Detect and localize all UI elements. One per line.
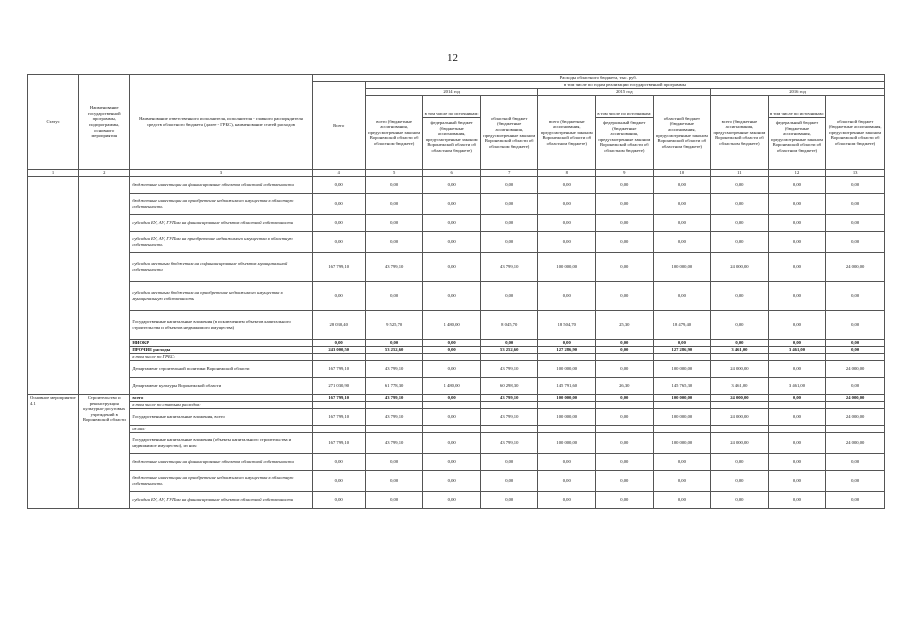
row-value <box>480 426 538 433</box>
header-col-all-2016: всего (бюджетные ассигнования, предусмотренные законом Воронежской области об областном бюджете) <box>711 96 769 170</box>
row-value: 0,00 <box>711 177 769 194</box>
row-value: 271 030,90 <box>312 378 365 395</box>
row-value: 43 799,10 <box>480 361 538 378</box>
row-label: субсидии местным бюджетам на софинансирование объектов муниципальной собственности <box>130 253 312 282</box>
header-year-2015: 2015 год <box>538 89 711 96</box>
row-value: 0,00 <box>711 454 769 471</box>
row-label: субсидии БУ, АУ, ГУПам на финансирование объектов областной собственности <box>130 492 312 509</box>
header-col-all-2015: всего (бюджетные ассигнования, предусмотренные законом Воронежской области об областном бюджете) <box>538 96 596 170</box>
column-number: 8 <box>538 170 596 177</box>
row-value: 0,00 <box>768 433 826 454</box>
row-value: 100 000,00 <box>538 395 596 402</box>
row-value: 3 461,00 <box>711 378 769 395</box>
row-label: ПРОЧИЕ расходы <box>130 347 312 354</box>
row-label: из них: <box>130 426 312 433</box>
row-label: субсидии местным бюджетам на приобретение недвижимого имущества в муниципальную собственность <box>130 282 312 311</box>
header-sources-2014: в том числе по источникам: <box>424 111 479 117</box>
row-value: 0,00 <box>768 409 826 426</box>
table-row <box>28 361 885 378</box>
row-value: 0,00 <box>312 492 365 509</box>
table-row <box>28 395 885 402</box>
row-value: 8 045,70 <box>480 311 538 340</box>
row-value: 0,00 <box>826 471 885 492</box>
row-value: 0,00 <box>480 340 538 347</box>
row-value: 0,00 <box>826 232 885 253</box>
row-value: 243 000,50 <box>312 347 365 354</box>
row-value <box>312 426 365 433</box>
row-value: 43 799,10 <box>480 409 538 426</box>
row-value: 43 799,10 <box>365 395 423 402</box>
header-executor: Наименование ответственного исполнителя, исполнителя - главного распорядителя средств областного бюджета (далее - ГРБС), наименование статей расходов <box>130 75 312 170</box>
row-value: 0,00 <box>653 194 711 215</box>
row-value: 0,00 <box>538 215 596 232</box>
row-value <box>365 426 423 433</box>
row-value: 24 000,00 <box>711 361 769 378</box>
row-value: 0,00 <box>423 433 481 454</box>
row-value: 24 000,00 <box>711 433 769 454</box>
row-value: 0,00 <box>480 177 538 194</box>
row-value <box>596 402 654 409</box>
row-value: 24 000,00 <box>826 433 885 454</box>
row-value: 0,00 <box>538 232 596 253</box>
row-value: 145 765,30 <box>653 378 711 395</box>
row-value <box>826 354 885 361</box>
row-value <box>653 402 711 409</box>
row-label: Государственные капитальные вложения (в исключением объектов капитального строительства и объектов недвижимого имущества) <box>130 311 312 340</box>
row-label: бюджетные инвестиции на финансирование объектов областной собственности <box>130 454 312 471</box>
row-value: 1 480,00 <box>423 311 481 340</box>
row-value: 24 000,00 <box>711 395 769 402</box>
row-value: 0,00 <box>826 194 885 215</box>
row-value: 0,00 <box>596 454 654 471</box>
table-row <box>28 471 885 492</box>
row-value: 60 298,30 <box>480 378 538 395</box>
row-value: 0,00 <box>596 395 654 402</box>
header-sources-2015: в том числе по источникам: <box>597 111 652 117</box>
row-value: 0,00 <box>596 177 654 194</box>
table-row <box>28 378 885 395</box>
row-value: 0,00 <box>480 454 538 471</box>
row-value: 0,00 <box>653 282 711 311</box>
row-label: в том числе по статьям расходов: <box>130 402 312 409</box>
row-value: 0,00 <box>826 340 885 347</box>
row-value: 0,00 <box>711 492 769 509</box>
row-value: 0,00 <box>312 454 365 471</box>
row-value <box>596 354 654 361</box>
row-value: 0,00 <box>423 347 481 354</box>
header-federal-label: федеральный бюджет (бюджетные ассигнования, предусмотренные законом Воронежской области об областном бюджете) <box>425 120 478 153</box>
row-value: 0,00 <box>480 471 538 492</box>
table-row <box>28 433 885 454</box>
column-number: 2 <box>79 170 130 177</box>
row-value: 0,00 <box>826 282 885 311</box>
row-value: 43 799,10 <box>480 433 538 454</box>
header-col-federal-2016 <box>768 96 826 170</box>
column-number: 10 <box>653 170 711 177</box>
row-value: 0,00 <box>768 340 826 347</box>
row-value: 167 799,10 <box>312 433 365 454</box>
row-value: 100 000,00 <box>538 361 596 378</box>
header-year-2014: 2014 год <box>365 89 538 96</box>
row-value: 0,00 <box>312 194 365 215</box>
row-value <box>538 426 596 433</box>
row-value: 0,00 <box>596 433 654 454</box>
table-row <box>28 215 885 232</box>
row-value: 0,00 <box>653 177 711 194</box>
table-row <box>28 232 885 253</box>
row-value: 0,00 <box>480 194 538 215</box>
row-value: 0,00 <box>423 282 481 311</box>
row-value: 0,00 <box>423 194 481 215</box>
row-value: 100 000,00 <box>538 409 596 426</box>
row-value: 0,00 <box>423 361 481 378</box>
row-value: 24 000,00 <box>711 409 769 426</box>
row-value: 43 799,10 <box>480 395 538 402</box>
row-value: 0,00 <box>768 282 826 311</box>
row-value: 0,00 <box>423 232 481 253</box>
row-value: 0,00 <box>538 340 596 347</box>
row-value: 0,00 <box>596 282 654 311</box>
row-value: 24 000,00 <box>826 409 885 426</box>
row-value: 0,00 <box>711 311 769 340</box>
row-value <box>423 402 481 409</box>
row-value: 25,30 <box>596 311 654 340</box>
row-value: 28 030,40 <box>312 311 365 340</box>
header-status: Статус <box>28 75 79 170</box>
row-value: 0,00 <box>538 471 596 492</box>
column-number: 7 <box>480 170 538 177</box>
row-value <box>768 402 826 409</box>
row-value: 0,00 <box>826 454 885 471</box>
row-value: 0,00 <box>538 282 596 311</box>
row-value: 3 461,00 <box>711 347 769 354</box>
row-value: 24 000,00 <box>826 361 885 378</box>
row-value: 43 799,10 <box>365 409 423 426</box>
row-value: 0,00 <box>365 340 423 347</box>
column-number: 9 <box>596 170 654 177</box>
column-number: 11 <box>711 170 769 177</box>
column-numbers-row <box>28 170 885 177</box>
table-row <box>28 354 885 361</box>
table-row <box>28 347 885 354</box>
row-label: в том числе по ГРБС: <box>130 354 312 361</box>
row-value: 0,00 <box>423 409 481 426</box>
row-value: 0,00 <box>596 409 654 426</box>
row-value <box>826 402 885 409</box>
row-value: 0,00 <box>768 215 826 232</box>
row-value <box>768 354 826 361</box>
row-value: 0,00 <box>596 194 654 215</box>
row-value: 3 461,00 <box>768 347 826 354</box>
row-value: 0,00 <box>365 282 423 311</box>
row-value: 100 000,00 <box>653 433 711 454</box>
row-value: 127 286,90 <box>653 347 711 354</box>
row-value <box>480 402 538 409</box>
row-value: 0,00 <box>423 395 481 402</box>
row-value: 24 000,00 <box>711 253 769 282</box>
row-value: 0,00 <box>423 177 481 194</box>
row-value: 0,00 <box>711 194 769 215</box>
row-value <box>826 426 885 433</box>
row-value: 0,00 <box>538 177 596 194</box>
row-value: 0,00 <box>480 215 538 232</box>
row-value: 145 791,60 <box>538 378 596 395</box>
header-col-regional-2015: областной бюджет (бюджетные ассигнования, предусмотренные законом Воронежской области об областном бюджете) <box>653 96 711 170</box>
row-value: 0,00 <box>538 454 596 471</box>
row-value: 0,00 <box>538 194 596 215</box>
row-value <box>312 402 365 409</box>
row-value: 167 799,10 <box>312 395 365 402</box>
row-label: бюджетные инвестиции на приобретение недвижимого имущества в областную собственность <box>130 471 312 492</box>
row-value: 0,00 <box>596 215 654 232</box>
header-year-2016: 2016 год <box>711 89 885 96</box>
row-value: 0,00 <box>365 454 423 471</box>
row-value: 61 778,30 <box>365 378 423 395</box>
row-value <box>538 402 596 409</box>
row-value: 18 504,70 <box>538 311 596 340</box>
row-label: бюджетные инвестиции на финансирование объектов областной собственности <box>130 177 312 194</box>
row-value: 0,00 <box>826 347 885 354</box>
header-federal-label: федеральный бюджет (бюджетные ассигнования, предусмотренные законом Воронежской области об областном бюджете) <box>771 120 823 153</box>
row-value: 0,00 <box>365 492 423 509</box>
row-label: всего <box>130 395 312 402</box>
row-value: 0,00 <box>768 232 826 253</box>
row-value: 0,00 <box>596 340 654 347</box>
row-value: 0,00 <box>480 492 538 509</box>
row-value <box>312 354 365 361</box>
row-value: 100 000,00 <box>653 253 711 282</box>
row-value: 0,00 <box>480 232 538 253</box>
table-row <box>28 311 885 340</box>
row-value: 167 799,10 <box>312 253 365 282</box>
section-name: Строительство и реконструкция культурно-досуговых учреждений в Воронежской области <box>79 395 130 509</box>
row-value: 0,00 <box>653 471 711 492</box>
row-value <box>711 426 769 433</box>
row-value: 0,00 <box>768 454 826 471</box>
row-value: 0,00 <box>365 177 423 194</box>
header-col-all-2014: всего (бюджетные ассигнования, предусмотренные законом Воронежской области об областном бюджете) <box>365 96 423 170</box>
row-value: 43 799,10 <box>365 433 423 454</box>
row-value <box>711 402 769 409</box>
row-value: 0,00 <box>826 215 885 232</box>
row-value: 0,00 <box>711 340 769 347</box>
row-value: 0,00 <box>653 340 711 347</box>
row-value: 18 479,40 <box>653 311 711 340</box>
row-value: 100 000,00 <box>653 395 711 402</box>
header-total: Всего <box>312 82 365 170</box>
header-expenses-title: Расходы областного бюджета, тыс. руб. <box>312 75 884 82</box>
row-value: 0,00 <box>711 215 769 232</box>
column-number: 5 <box>365 170 423 177</box>
header-col-federal-2014 <box>423 96 481 170</box>
row-value: 0,00 <box>365 194 423 215</box>
row-value: 0,00 <box>538 492 596 509</box>
row-value: 0,00 <box>423 340 481 347</box>
column-number: 3 <box>130 170 312 177</box>
row-value <box>768 426 826 433</box>
row-value: 43 799,10 <box>365 361 423 378</box>
row-value: 0,00 <box>826 311 885 340</box>
row-value: 0,00 <box>480 282 538 311</box>
row-value: 0,00 <box>826 378 885 395</box>
row-value: 0,00 <box>768 311 826 340</box>
row-value: 0,00 <box>596 471 654 492</box>
table-row <box>28 177 885 194</box>
row-value: 24 000,00 <box>826 253 885 282</box>
row-value: 0,00 <box>768 395 826 402</box>
row-label: Государственные капитальные вложения (объекты капитального строительства и недвижимое имущество), из них: <box>130 433 312 454</box>
row-value: 0,00 <box>365 215 423 232</box>
header-col-federal-2015 <box>596 96 654 170</box>
row-value: 0,00 <box>423 454 481 471</box>
header-col-regional-2014: областной бюджет (бюджетные ассигнования, предусмотренные законом Воронежской области об областном бюджете) <box>480 96 538 170</box>
row-value <box>365 354 423 361</box>
row-value: 3 461,00 <box>768 378 826 395</box>
row-value: 0,00 <box>365 232 423 253</box>
header-program-name: Наименование государственной программы, подпрограммы, основного мероприятия <box>79 75 130 170</box>
row-value: 0,00 <box>596 492 654 509</box>
row-value: 43 799,10 <box>480 253 538 282</box>
section-status: Основное мероприятие 4.1 <box>28 395 79 509</box>
column-number: 13 <box>826 170 885 177</box>
table-row <box>28 402 885 409</box>
header-implementation: в том числе по годам реализации государственной программы <box>365 82 884 89</box>
row-value: 100 000,00 <box>538 433 596 454</box>
row-value: 53 252,60 <box>480 347 538 354</box>
page-number: 12 <box>447 52 458 64</box>
header-federal-label: федеральный бюджет (бюджетные ассигнования, предусмотренные законом Воронежской области об областном бюджете) <box>598 120 651 153</box>
row-value: 0,00 <box>653 232 711 253</box>
row-value: 0,00 <box>312 282 365 311</box>
row-value: 0,00 <box>768 177 826 194</box>
row-value: 0,00 <box>768 471 826 492</box>
row-value: 0,00 <box>768 361 826 378</box>
row-label: субсидии БУ, АУ, ГУПам на финансирование объектов областной собственности <box>130 215 312 232</box>
row-value: 0,00 <box>826 177 885 194</box>
row-value: 0,00 <box>312 340 365 347</box>
row-label: Государственные капитальные вложения, всего <box>130 409 312 426</box>
row-value: 53 252,60 <box>365 347 423 354</box>
row-value: 0,00 <box>423 492 481 509</box>
row-value <box>653 426 711 433</box>
row-label: Департамент строительной политики Воронежской области <box>130 361 312 378</box>
row-value: 0,00 <box>653 215 711 232</box>
row-value <box>653 354 711 361</box>
row-value: 0,00 <box>423 215 481 232</box>
column-number: 1 <box>28 170 79 177</box>
column-number: 6 <box>423 170 481 177</box>
table-row <box>28 426 885 433</box>
table-row <box>28 454 885 471</box>
row-value: 0,00 <box>312 177 365 194</box>
row-value: 0,00 <box>596 347 654 354</box>
row-value: 0,00 <box>596 253 654 282</box>
row-label: субсидии БУ, АУ, ГУПам на приобретение недвижимого имущества в областную собственность <box>130 232 312 253</box>
row-value: 0,00 <box>423 253 481 282</box>
table-row <box>28 282 885 311</box>
row-value: 127 286,90 <box>538 347 596 354</box>
row-value: 26,30 <box>596 378 654 395</box>
row-value: 0,00 <box>365 471 423 492</box>
row-value: 0,00 <box>653 454 711 471</box>
table-row <box>28 253 885 282</box>
row-value: 0,00 <box>711 232 769 253</box>
row-value: 0,00 <box>312 471 365 492</box>
row-value: 0,00 <box>768 194 826 215</box>
row-value: 0,00 <box>768 492 826 509</box>
row-value: 100 000,00 <box>653 409 711 426</box>
column-number: 12 <box>768 170 826 177</box>
table-row <box>28 492 885 509</box>
row-label: Департамент культуры Воронежской области <box>130 378 312 395</box>
column-number: 4 <box>312 170 365 177</box>
row-value <box>596 426 654 433</box>
row-value: 100 000,00 <box>538 253 596 282</box>
budget-table <box>27 74 885 509</box>
row-value: 43 799,10 <box>365 253 423 282</box>
row-value <box>538 354 596 361</box>
table-row <box>28 340 885 347</box>
row-label: бюджетные инвестиции на приобретение недвижимого имущества в областную собственность <box>130 194 312 215</box>
table-row <box>28 409 885 426</box>
status-cell-empty <box>28 177 79 395</box>
row-value: 0,00 <box>653 492 711 509</box>
row-label: НИОКР <box>130 340 312 347</box>
row-value: 0,00 <box>711 471 769 492</box>
row-value: 24 000,00 <box>826 395 885 402</box>
row-value: 9 525,70 <box>365 311 423 340</box>
row-value: 0,00 <box>312 215 365 232</box>
row-value: 167 799,10 <box>312 409 365 426</box>
header-col-regional-2016: областной бюджет (бюджетные ассигнования, предусмотренные законом Воронежской области об областном бюджете) <box>826 96 885 170</box>
row-value: 0,00 <box>312 232 365 253</box>
header-sources-2016: в том числе по источникам: <box>769 111 824 117</box>
row-value: 100 000,00 <box>653 361 711 378</box>
row-value: 0,00 <box>596 361 654 378</box>
row-value: 167 799,10 <box>312 361 365 378</box>
row-value <box>365 402 423 409</box>
row-value <box>480 354 538 361</box>
row-value <box>711 354 769 361</box>
row-value <box>423 354 481 361</box>
row-value: 1 480,00 <box>423 378 481 395</box>
row-value: 0,00 <box>826 492 885 509</box>
row-value <box>423 426 481 433</box>
table-row <box>28 194 885 215</box>
row-value: 0,00 <box>711 282 769 311</box>
program-cell-empty <box>79 177 130 395</box>
row-value: 0,00 <box>423 471 481 492</box>
row-value: 0,00 <box>596 232 654 253</box>
row-value: 0,00 <box>768 253 826 282</box>
